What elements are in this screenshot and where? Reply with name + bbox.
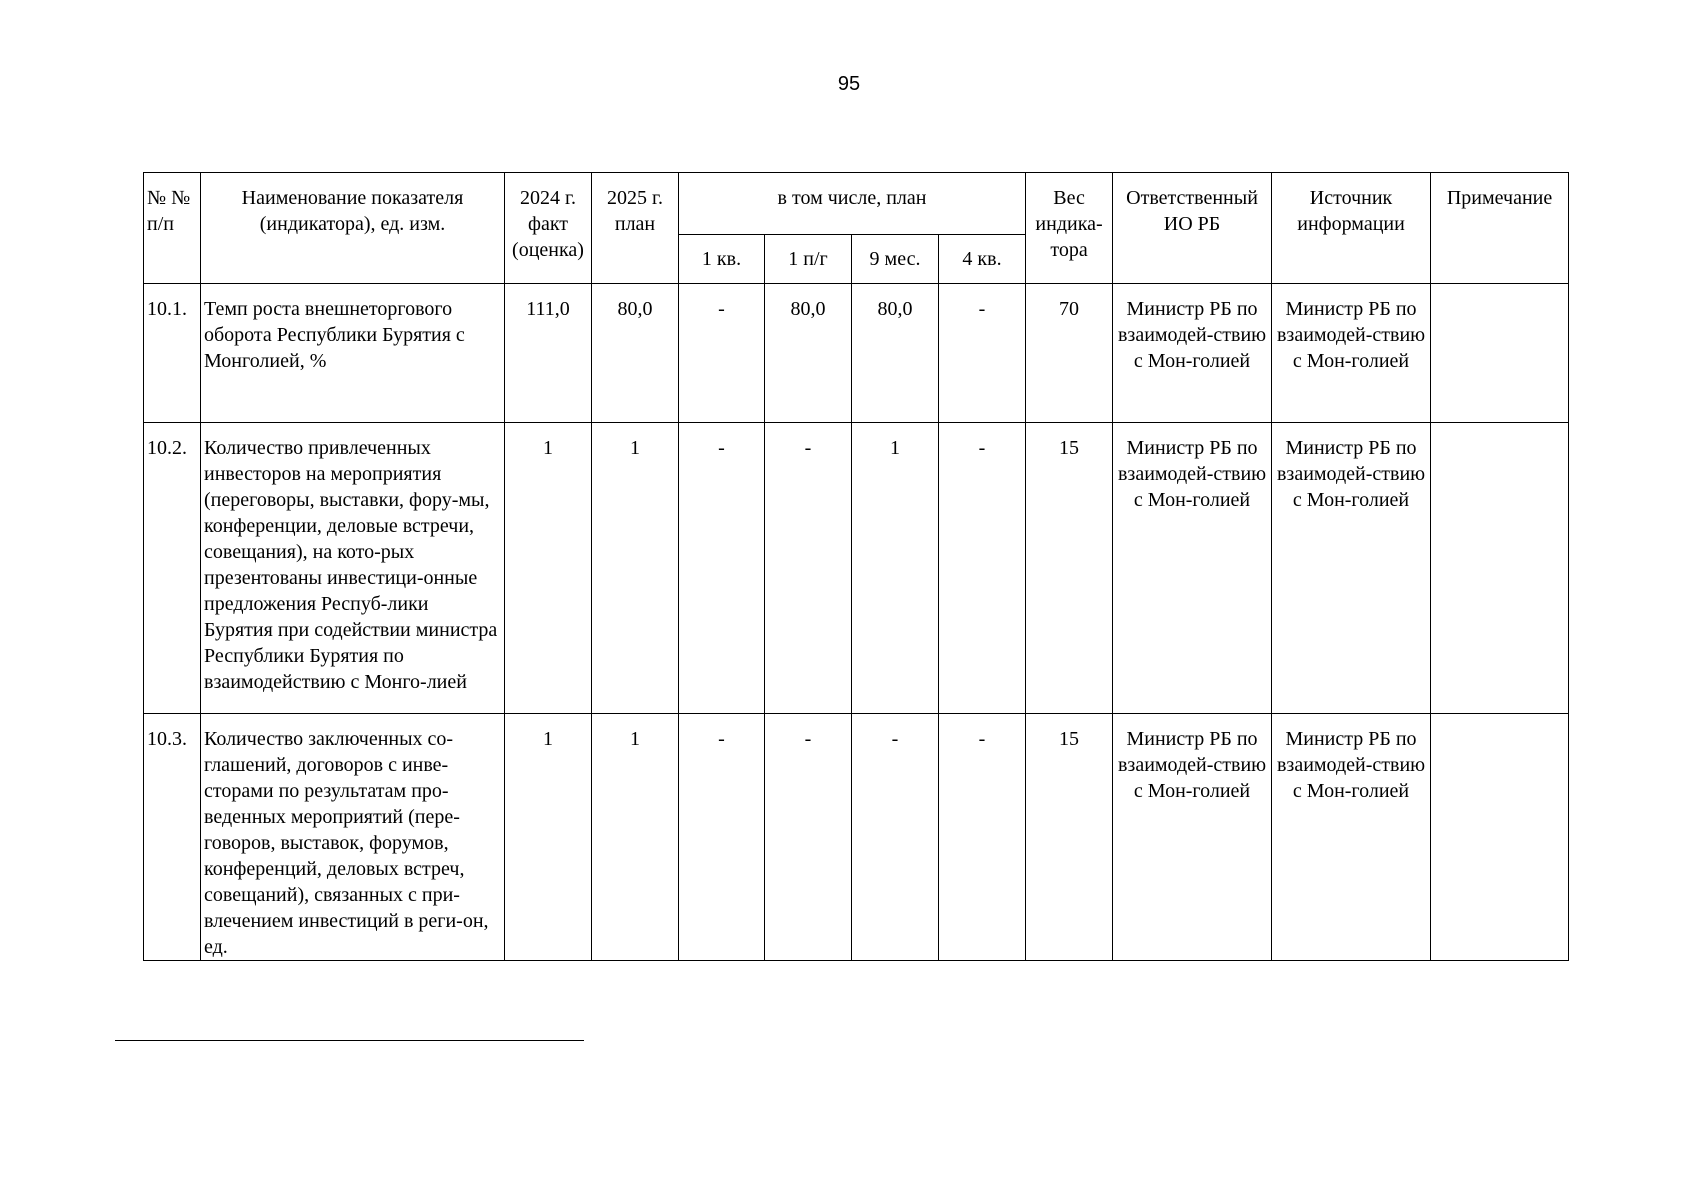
cell-9m: 1 — [852, 423, 939, 714]
cell-num: 10.1. — [144, 284, 201, 423]
page-number: 95 — [837, 73, 861, 95]
cell-h1: - — [765, 423, 852, 714]
cell-2024: 111,0 — [505, 284, 592, 423]
cell-q4: - — [939, 423, 1026, 714]
header-9m: 9 мес. — [852, 235, 939, 284]
table-header-row — [144, 173, 1569, 235]
cell-responsible: Министр РБ по взаимодей-ствию с Мон-голией — [1113, 284, 1272, 423]
table-row — [144, 714, 1569, 961]
indicators-table — [143, 172, 1569, 961]
cell-name: Темп роста внешнеторгового оборота Республики Бурятия с Монголией, % — [201, 284, 505, 423]
cell-q1: - — [679, 284, 765, 423]
cell-responsible: Министр РБ по взаимодей-ствию с Мон-голией — [1113, 423, 1272, 714]
cell-source: Министр РБ по взаимодей-ствию с Мон-голией — [1272, 714, 1431, 961]
header-num: № № п/п — [144, 173, 201, 284]
header-q4: 4 кв. — [939, 235, 1026, 284]
table-row — [144, 284, 1569, 423]
cell-q1: - — [679, 714, 765, 961]
cell-note — [1431, 714, 1569, 961]
cell-9m: - — [852, 714, 939, 961]
cell-weight: 70 — [1026, 284, 1113, 423]
cell-num: 10.3. — [144, 714, 201, 961]
cell-q4: - — [939, 284, 1026, 423]
cell-2025: 1 — [592, 714, 679, 961]
cell-name: Количество привлеченных инвесторов на мероприятия (переговоры, выставки, фору-мы, конференции, деловые встречи, совещания), на кото-рых презентованы инвестици-онные предложения Респуб-лики Бурятия при содействии министра Республики Бурятия по взаимодействию с Монго-лией — [201, 423, 505, 714]
cell-2024: 1 — [505, 714, 592, 961]
header-incl-plan: в том числе, план — [679, 173, 1026, 235]
cell-source: Министр РБ по взаимодей-ствию с Мон-голией — [1272, 284, 1431, 423]
header-2025: 2025 г. план — [592, 173, 679, 284]
cell-2025: 80,0 — [592, 284, 679, 423]
cell-9m: 80,0 — [852, 284, 939, 423]
cell-weight: 15 — [1026, 423, 1113, 714]
cell-q1: - — [679, 423, 765, 714]
header-q1: 1 кв. — [679, 235, 765, 284]
cell-2024: 1 — [505, 423, 592, 714]
cell-weight: 15 — [1026, 714, 1113, 961]
cell-name: Количество заключенных со-глашений, договоров с инве-сторами по результатам про-веденных мероприятий (пере-говоров, выставок, форумов, конференций, деловых встреч, совещаний), связанных с при-влечением инвестиций в реги-он, ед. — [201, 714, 505, 961]
cell-num: 10.2. — [144, 423, 201, 714]
cell-responsible: Министр РБ по взаимодей-ствию с Мон-голией — [1113, 714, 1272, 961]
header-2024: 2024 г. факт (оценка) — [505, 173, 592, 284]
header-note: Примечание — [1431, 173, 1569, 284]
header-responsible: Ответственный ИО РБ — [1113, 173, 1272, 284]
cell-source: Министр РБ по взаимодей-ствию с Мон-голией — [1272, 423, 1431, 714]
header-h1: 1 п/г — [765, 235, 852, 284]
table-row — [144, 423, 1569, 714]
cell-h1: - — [765, 714, 852, 961]
footnote-separator — [115, 1040, 584, 1041]
cell-note — [1431, 284, 1569, 423]
cell-note — [1431, 423, 1569, 714]
header-weight: Вес индика-тора — [1026, 173, 1113, 284]
cell-q4: - — [939, 714, 1026, 961]
header-name: Наименование показателя (индикатора), ед. изм. — [201, 173, 505, 284]
cell-2025: 1 — [592, 423, 679, 714]
header-source: Источник информации — [1272, 173, 1431, 284]
cell-h1: 80,0 — [765, 284, 852, 423]
